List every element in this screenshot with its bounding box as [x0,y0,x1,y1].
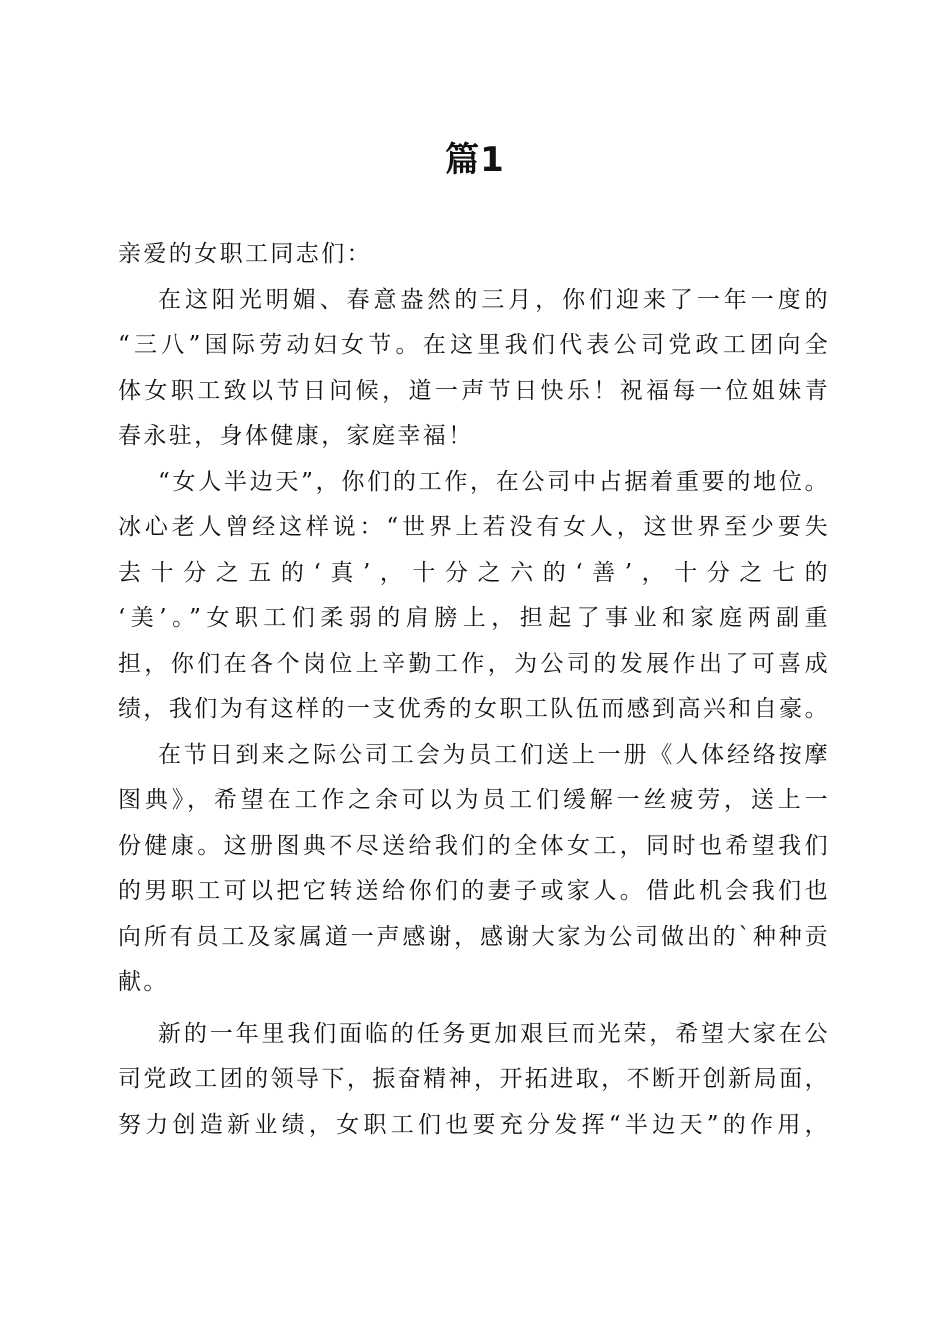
paragraph-line: 新的一年里我们面临的任务更加艰巨而光荣，希望大家在公 [158,1020,830,1047]
paragraph-line: 图典》，希望在工作之余可以为员工们缓解一丝疲劳，送上一 [118,787,830,813]
paragraph-line: 份健康。这册图典不尽送给我们的全体女工，同时也希望我们 [118,832,830,859]
paragraph-line: 绩，我们为有这样的一支优秀的女职工队伍而感到高兴和自豪。 [118,696,830,722]
paragraph-line: 冰心老人曾经这样说：“世界上若没有女人，这世界至少要失 [118,514,830,540]
paragraph-line: 司党政工团的领导下，振奋精神，开拓进取，不断开创新局面， [118,1066,830,1092]
paragraph-3 [118,733,830,1006]
paragraph-line: 体女职工致以节日问候，道一声节日快乐！祝福每一位姐妹青 [118,377,830,404]
paragraph-line: 的男职工可以把它转送给你们的妻子或家人。借此机会我们也 [118,878,830,904]
letter-body [118,232,830,1148]
paragraph-line: 献。 [118,969,169,995]
paragraph-2 [118,460,830,733]
paragraph-line: “三八”国际劳动妇女节。在这里我们代表公司党政工团向全 [118,332,830,358]
paragraph-line: 担，你们在各个岗位上辛勤工作，为公司的发展作出了可喜成 [118,650,830,677]
paragraph-line: 去十分之五的‘真’，十分之六的‘善’，十分之七的 [118,559,830,586]
paragraph-line: 在节日到来之际公司工会为员工们送上一册《人体经络按摩 [158,741,830,768]
greeting: 亲爱的女职工同志们： [118,241,372,267]
paragraph-line: 向所有员工及家属道一声感谢，感谢大家为公司做出的`种种贡 [118,923,830,950]
paragraph-line: ‘美’。”女职工们柔弱的肩膀上，担起了事业和家庭两副重 [118,605,830,631]
page-title: 篇1 [445,140,505,180]
paragraph-line: “女人半边天”，你们的工作，在公司中占据着重要的地位。 [158,468,830,495]
paragraph-line: 努力创造新业绩，女职工们也要充分发挥“半边天”的作用， [118,1111,830,1138]
paragraph-line: 春永驻，身体健康，家庭幸福！ [118,423,474,449]
paragraph-1 [118,278,830,460]
paragraph-4 [118,1012,830,1149]
paragraph-line: 在这阳光明媚、春意盎然的三月，你们迎来了一年一度的 [158,286,830,313]
